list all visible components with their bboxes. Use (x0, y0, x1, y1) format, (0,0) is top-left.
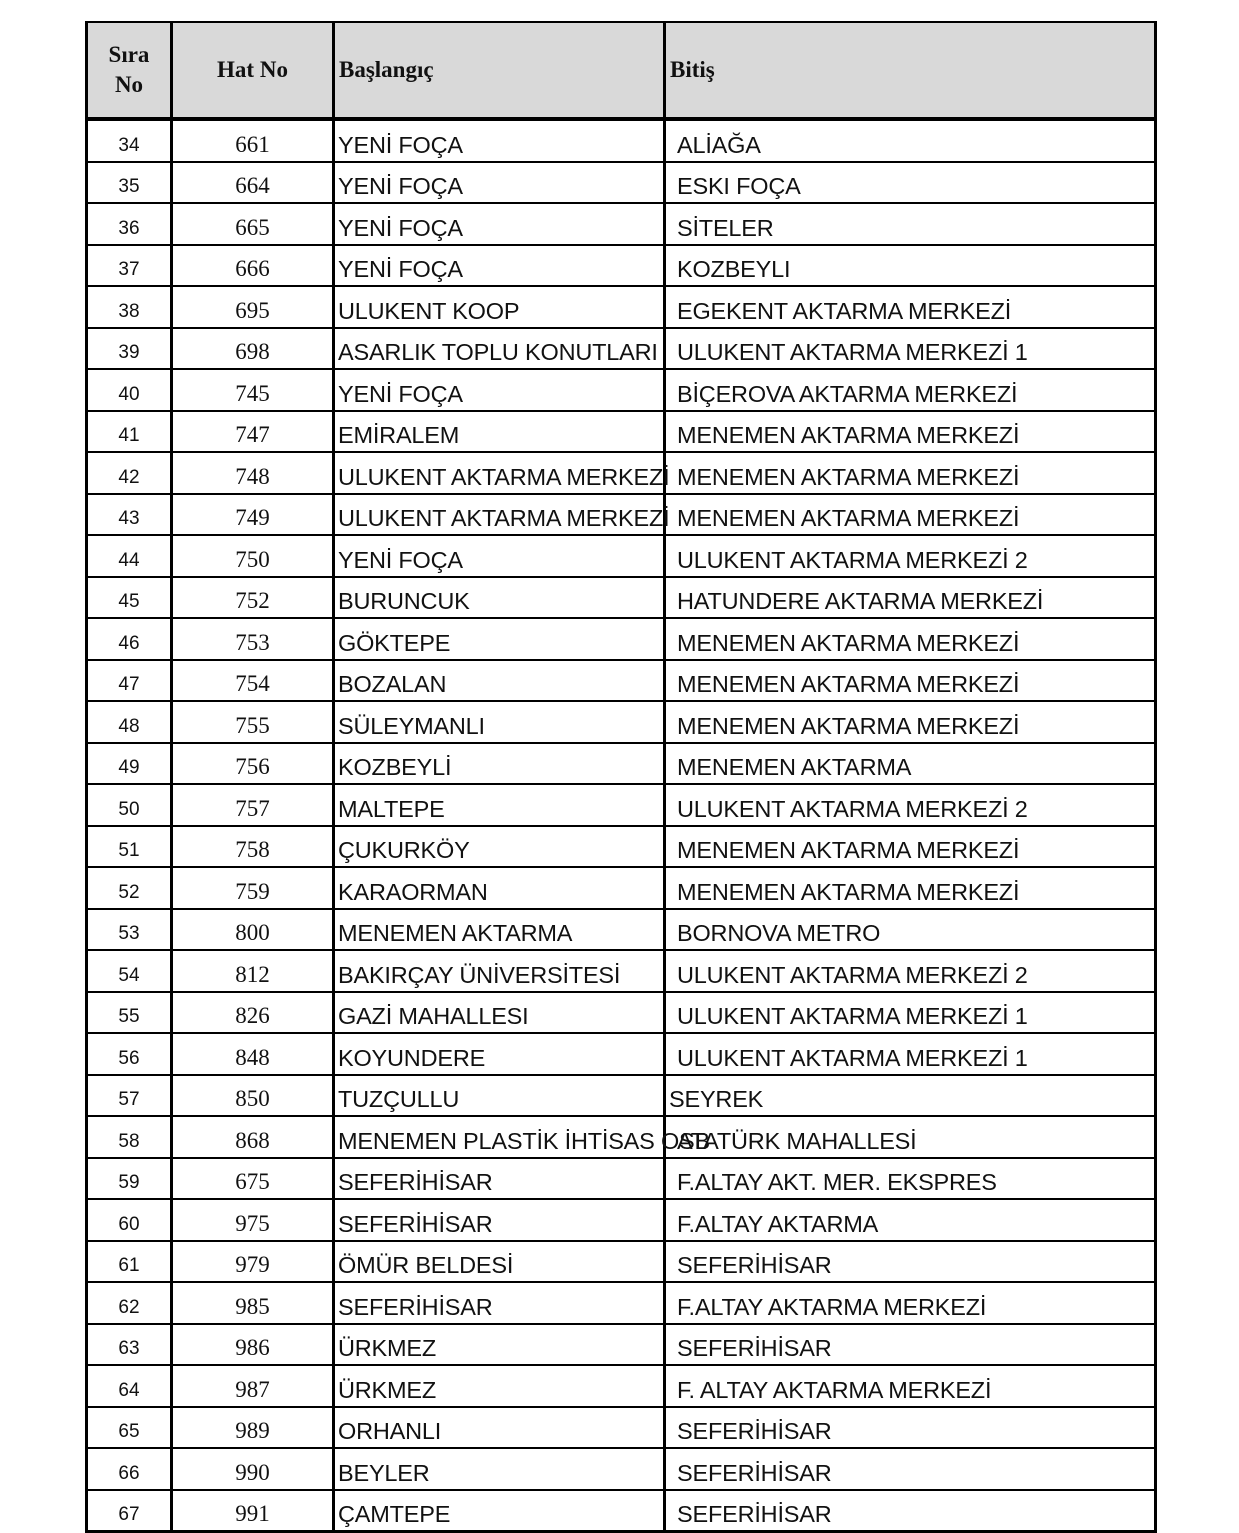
baslangic-cell: YENİ FOÇA (334, 203, 665, 245)
table-row (87, 494, 1156, 536)
bitis-cell: ULUKENT AKTARMA MERKEZİ 2 (665, 535, 1156, 577)
hat-no-cell: 755 (172, 701, 334, 743)
baslangic-cell: YENİ FOÇA (334, 535, 665, 577)
sira-no-cell: 40 (87, 369, 172, 411)
sira-header-line1: Sıra (108, 42, 150, 67)
hat-no-cell: 989 (172, 1407, 334, 1449)
hat-no-cell: 975 (172, 1199, 334, 1241)
bitis-cell: MENEMEN AKTARMA MERKEZİ (665, 660, 1156, 702)
baslangic-cell: ÜRKMEZ (334, 1365, 665, 1407)
sira-no-cell: 60 (87, 1199, 172, 1241)
table-row (87, 701, 1156, 743)
sira-no-cell: 59 (87, 1158, 172, 1200)
bitis-cell: SİTELER (665, 203, 1156, 245)
bitis-cell: SEFERİHİSAR (665, 1490, 1156, 1532)
table-row (87, 992, 1156, 1034)
hat-no-cell: 757 (172, 784, 334, 826)
table-row (87, 369, 1156, 411)
bitis-cell: ESKI FOÇA (665, 162, 1156, 204)
hat-no-cell: 990 (172, 1448, 334, 1490)
sira-no-cell: 47 (87, 660, 172, 702)
sira-no-cell: 51 (87, 826, 172, 868)
baslangic-cell: ORHANLI (334, 1407, 665, 1449)
bitis-cell: F.ALTAY AKTARMA (665, 1199, 1156, 1241)
baslangic-cell: TUZÇULLU (334, 1075, 665, 1117)
baslangic-cell: BEYLER (334, 1448, 665, 1490)
sira-no-cell: 48 (87, 701, 172, 743)
table-row (87, 950, 1156, 992)
sira-no-cell: 56 (87, 1033, 172, 1075)
bitis-cell: MENEMEN AKTARMA MERKEZİ (665, 452, 1156, 494)
sira-no-cell: 57 (87, 1075, 172, 1117)
bitis-cell: ULUKENT AKTARMA MERKEZİ 1 (665, 1033, 1156, 1075)
table-row (87, 119, 1156, 162)
baslangic-cell: GAZİ MAHALLESI (334, 992, 665, 1034)
sira-no-cell: 50 (87, 784, 172, 826)
hat-no-cell: 747 (172, 411, 334, 453)
sira-no-cell: 52 (87, 867, 172, 909)
sira-no-cell: 64 (87, 1365, 172, 1407)
sira-no-cell: 49 (87, 743, 172, 785)
bitis-cell: SEYREK (665, 1075, 1156, 1117)
hat-no-cell: 698 (172, 328, 334, 370)
sira-no-cell: 34 (87, 119, 172, 162)
sira-no-cell: 66 (87, 1448, 172, 1490)
hat-no-cell: 754 (172, 660, 334, 702)
baslangic-cell: BAKIRÇAY ÜNİVERSİTESİ (334, 950, 665, 992)
sira-no-cell: 36 (87, 203, 172, 245)
table-row (87, 1324, 1156, 1366)
bitis-cell: ULUKENT AKTARMA MERKEZİ 1 (665, 992, 1156, 1034)
hat-no-cell: 979 (172, 1241, 334, 1283)
table-row (87, 867, 1156, 909)
sira-no-cell: 67 (87, 1490, 172, 1532)
bus-routes-table (85, 21, 1157, 1533)
bitis-cell: MENEMEN AKTARMA MERKEZİ (665, 867, 1156, 909)
bitis-cell: ULUKENT AKTARMA MERKEZİ 2 (665, 784, 1156, 826)
column-header-sira-no (87, 22, 172, 119)
table-row (87, 535, 1156, 577)
hat-no-cell: 759 (172, 867, 334, 909)
hat-no-cell: 748 (172, 452, 334, 494)
hat-no-cell: 752 (172, 577, 334, 619)
hat-no-cell: 665 (172, 203, 334, 245)
baslangic-cell: KARAORMAN (334, 867, 665, 909)
baslangic-cell: ULUKENT AKTARMA MERKEZİ (334, 494, 665, 536)
sira-no-cell: 61 (87, 1241, 172, 1283)
baslangic-cell: ULUKENT AKTARMA MERKEZİ (334, 452, 665, 494)
column-header-bitis: Bitiş (665, 22, 1156, 119)
hat-no-cell: 675 (172, 1158, 334, 1200)
hat-no-cell: 756 (172, 743, 334, 785)
bitis-cell: F.ALTAY AKT. MER. EKSPRES (665, 1158, 1156, 1200)
table-row (87, 1365, 1156, 1407)
hat-no-cell: 826 (172, 992, 334, 1034)
sira-no-cell: 46 (87, 618, 172, 660)
bitis-cell: EGEKENT AKTARMA MERKEZİ (665, 286, 1156, 328)
sira-no-cell: 45 (87, 577, 172, 619)
baslangic-cell: YENİ FOÇA (334, 119, 665, 162)
sira-no-cell: 43 (87, 494, 172, 536)
baslangic-cell: ULUKENT KOOP (334, 286, 665, 328)
sira-no-cell: 44 (87, 535, 172, 577)
table-row (87, 1407, 1156, 1449)
bitis-cell: SEFERİHİSAR (665, 1324, 1156, 1366)
sira-no-cell: 65 (87, 1407, 172, 1449)
table-row (87, 1116, 1156, 1158)
hat-no-cell: 812 (172, 950, 334, 992)
bitis-cell: HATUNDERE AKTARMA MERKEZİ (665, 577, 1156, 619)
bitis-cell: ULUKENT AKTARMA MERKEZİ 1 (665, 328, 1156, 370)
baslangic-cell: ÇAMTEPE (334, 1490, 665, 1532)
bitis-cell: SEFERİHİSAR (665, 1241, 1156, 1283)
table-row (87, 784, 1156, 826)
bitis-cell: KOZBEYLI (665, 245, 1156, 287)
baslangic-cell: BOZALAN (334, 660, 665, 702)
bitis-cell: MENEMEN AKTARMA (665, 743, 1156, 785)
table-row (87, 909, 1156, 951)
baslangic-cell: ASARLIK TOPLU KONUTLARI (334, 328, 665, 370)
bitis-cell: F.ALTAY AKTARMA MERKEZİ (665, 1282, 1156, 1324)
sira-header-line2: No (114, 72, 144, 97)
hat-no-cell: 695 (172, 286, 334, 328)
baslangic-cell: YENİ FOÇA (334, 245, 665, 287)
sira-no-cell: 54 (87, 950, 172, 992)
baslangic-cell: MENEMEN PLASTİK İHTİSAS OSB (334, 1116, 665, 1158)
baslangic-cell: YENİ FOÇA (334, 162, 665, 204)
bitis-cell: MENEMEN AKTARMA MERKEZİ (665, 494, 1156, 536)
sira-no-cell: 55 (87, 992, 172, 1034)
hat-no-cell: 986 (172, 1324, 334, 1366)
bitis-cell: MENEMEN AKTARMA MERKEZİ (665, 618, 1156, 660)
baslangic-cell: SÜLEYMANLI (334, 701, 665, 743)
table-row (87, 452, 1156, 494)
column-header-hat-no: Hat No (172, 22, 334, 119)
baslangic-cell: BURUNCUK (334, 577, 665, 619)
hat-no-cell: 753 (172, 618, 334, 660)
bitis-cell: ALİAĞA (665, 119, 1156, 162)
hat-no-cell: 661 (172, 119, 334, 162)
bitis-cell: ULUKENT AKTARMA MERKEZİ 2 (665, 950, 1156, 992)
hat-no-cell: 848 (172, 1033, 334, 1075)
sira-no-cell: 62 (87, 1282, 172, 1324)
hat-no-cell: 868 (172, 1116, 334, 1158)
bitis-cell: SEFERİHİSAR (665, 1448, 1156, 1490)
table-row (87, 286, 1156, 328)
bitis-cell: BİÇEROVA AKTARMA MERKEZİ (665, 369, 1156, 411)
bitis-cell: MENEMEN AKTARMA MERKEZİ (665, 701, 1156, 743)
table-row (87, 1241, 1156, 1283)
table-row (87, 826, 1156, 868)
table-row (87, 1282, 1156, 1324)
hat-no-cell: 745 (172, 369, 334, 411)
bitis-cell: BORNOVA METRO (665, 909, 1156, 951)
sira-no-cell: 63 (87, 1324, 172, 1366)
bitis-cell: MENEMEN AKTARMA MERKEZİ (665, 826, 1156, 868)
sira-no-cell: 39 (87, 328, 172, 370)
table-row (87, 1448, 1156, 1490)
baslangic-cell: ÇUKURKÖY (334, 826, 665, 868)
baslangic-cell: YENİ FOÇA (334, 369, 665, 411)
table-row (87, 203, 1156, 245)
table-row (87, 1490, 1156, 1532)
baslangic-cell: MENEMEN AKTARMA (334, 909, 665, 951)
hat-no-cell: 750 (172, 535, 334, 577)
sira-no-cell: 58 (87, 1116, 172, 1158)
sira-no-cell: 38 (87, 286, 172, 328)
hat-no-cell: 800 (172, 909, 334, 951)
baslangic-cell: MALTEPE (334, 784, 665, 826)
sira-no-cell: 37 (87, 245, 172, 287)
baslangic-cell: SEFERİHİSAR (334, 1158, 665, 1200)
sira-no-cell: 53 (87, 909, 172, 951)
hat-no-cell: 664 (172, 162, 334, 204)
baslangic-cell: EMİRALEM (334, 411, 665, 453)
table-row (87, 1075, 1156, 1117)
table-row (87, 577, 1156, 619)
sira-no-cell: 41 (87, 411, 172, 453)
baslangic-cell: KOYUNDERE (334, 1033, 665, 1075)
sira-no-cell: 42 (87, 452, 172, 494)
hat-no-cell: 666 (172, 245, 334, 287)
baslangic-cell: ÜRKMEZ (334, 1324, 665, 1366)
table-row (87, 411, 1156, 453)
bitis-cell: MENEMEN AKTARMA MERKEZİ (665, 411, 1156, 453)
bitis-cell: F. ALTAY AKTARMA MERKEZİ (665, 1365, 1156, 1407)
table-row (87, 328, 1156, 370)
table-row (87, 1199, 1156, 1241)
baslangic-cell: SEFERİHİSAR (334, 1199, 665, 1241)
table-row (87, 1033, 1156, 1075)
table-row (87, 245, 1156, 287)
table-row (87, 618, 1156, 660)
hat-no-cell: 749 (172, 494, 334, 536)
table-row (87, 1158, 1156, 1200)
hat-no-cell: 850 (172, 1075, 334, 1117)
table-row (87, 162, 1156, 204)
header-row (87, 22, 1156, 119)
baslangic-cell: GÖKTEPE (334, 618, 665, 660)
table-header (87, 22, 1156, 119)
sira-no-cell: 35 (87, 162, 172, 204)
baslangic-cell: SEFERİHİSAR (334, 1282, 665, 1324)
hat-no-cell: 985 (172, 1282, 334, 1324)
baslangic-cell: ÖMÜR BELDESİ (334, 1241, 665, 1283)
hat-no-cell: 991 (172, 1490, 334, 1532)
bitis-cell: ATATÜRK MAHALLESİ (665, 1116, 1156, 1158)
bitis-cell: SEFERİHİSAR (665, 1407, 1156, 1449)
table-row (87, 743, 1156, 785)
baslangic-cell: KOZBEYLİ (334, 743, 665, 785)
table-row (87, 660, 1156, 702)
table-body (87, 119, 1156, 1532)
hat-no-cell: 758 (172, 826, 334, 868)
column-header-baslangic: Başlangıç (334, 22, 665, 119)
hat-no-cell: 987 (172, 1365, 334, 1407)
